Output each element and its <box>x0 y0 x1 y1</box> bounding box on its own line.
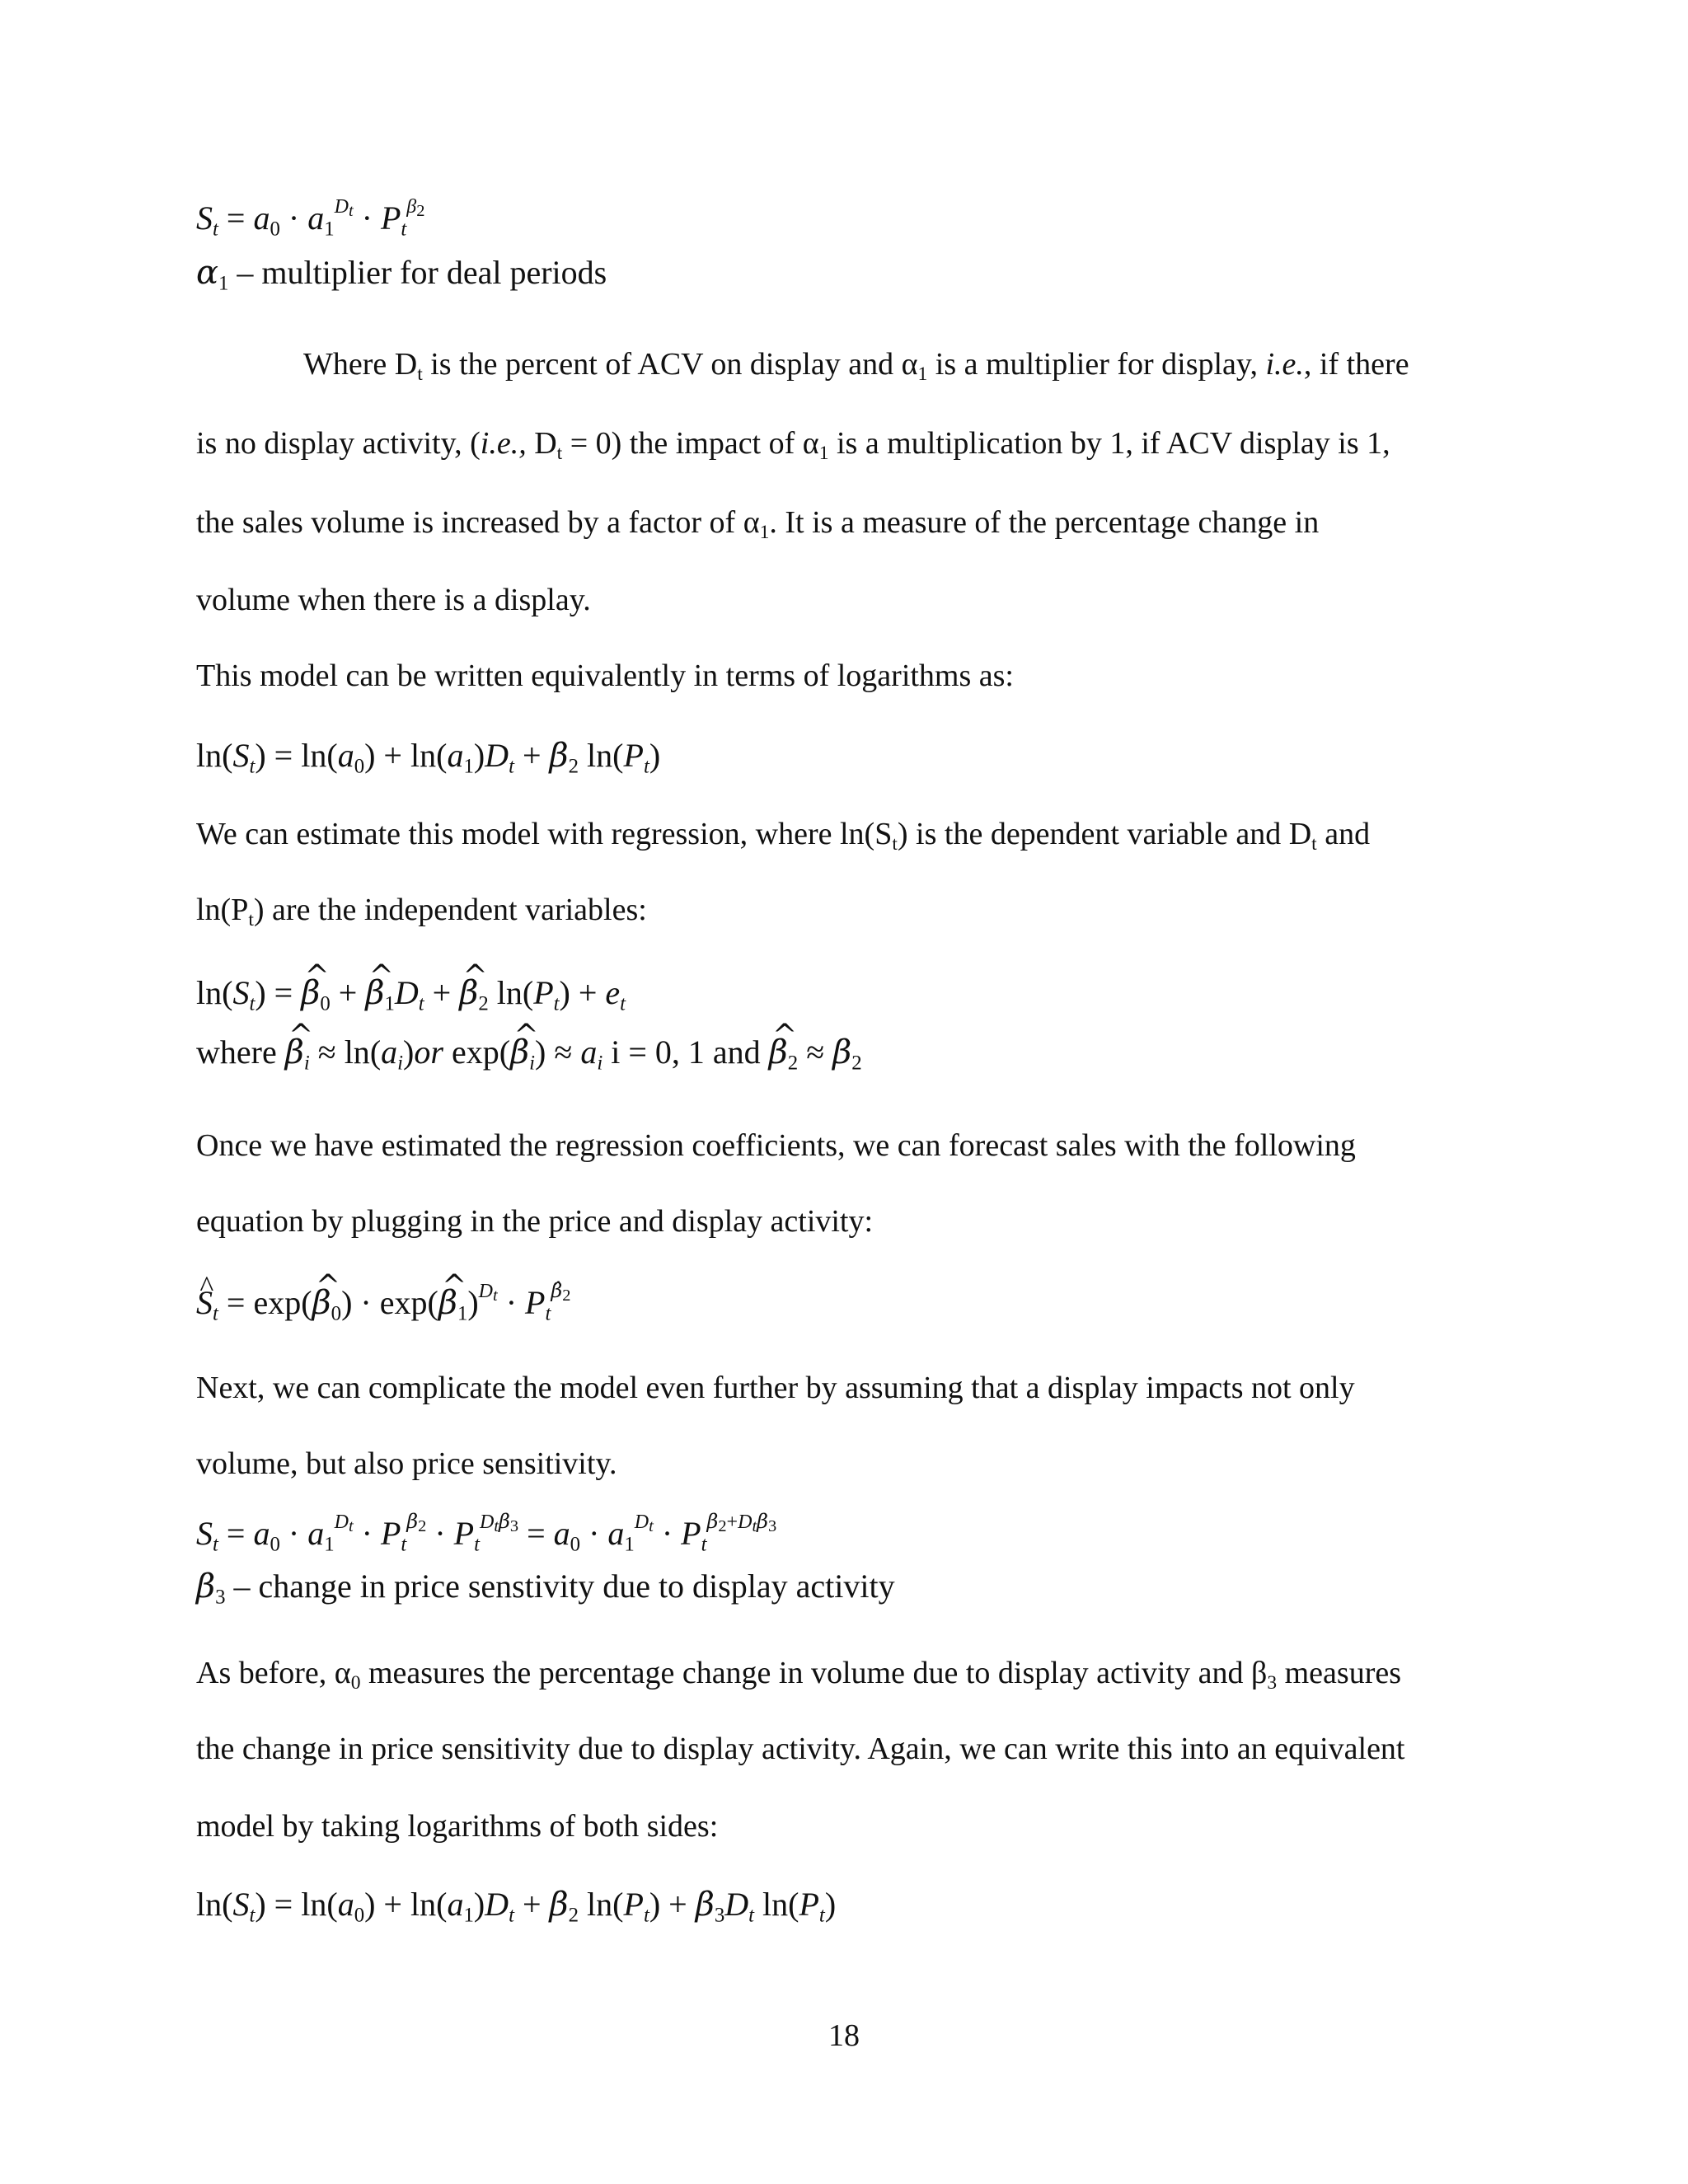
paragraph-line: volume, but also price sensitivity. <box>196 1446 617 1481</box>
equation-extended-model: $S_t = a_0 \cdot a_1^{D_t} \cdot P_t^{\beta_2} \cdot P_t^{D_t\beta_3} = a_0 \cdot a_1^{D_t} \cdot P_t^{\beta_2+D_t\beta_3}$ <box>196 1509 777 1556</box>
paragraph-line: We can estimate this model with regression, where $\ln(S_t)$ is the dependent variable and $D_t$ and <box>196 817 1371 855</box>
equation-alpha-definition: $\alpha_1$ – multiplier for deal periods <box>196 254 607 295</box>
equation-log-model: $\ln(S_t) = \ln(a_0) + \ln(a_1)D_t + \beta_2$ $\ln(P_t)$ <box>196 737 661 778</box>
equation-forecast: ^ $S_t$ = exp(^ $\beta_0$) · exp(^ $\beta_1)^{D_t} \cdot P_t^{\betâ_2}$ <box>196 1282 570 1324</box>
paragraph-line: Once we have estimated the regression coefficients, we can forecast sales with the following <box>196 1128 1356 1163</box>
equation-regression: $\ln(S_t)$ = ^ $\beta_0$ + ^ $\beta_1D_t$ + ^ $\beta_2$ $\ln(P_t) + e_t$ <box>196 972 626 1014</box>
paragraph-line: Next, we can complicate the model even further by assuming that a display impacts not only <box>196 1371 1355 1405</box>
paragraph-line: As before, $\alpha_0$ measures the percentage change in volume due to display activity and $\beta_3$ measures <box>196 1656 1401 1694</box>
paragraph-line: the change in price sensitivity due to display activity. Again, we can write this into an equivalent <box>196 1732 1405 1766</box>
paragraph-line: is no display activity, (i.e., $D_t = 0$) the impact of $\alpha_1$ is a multiplication by 1, if ACV display is 1, <box>196 426 1390 465</box>
paragraph-line: the sales volume is increased by a factor of $\alpha_1$. It is a measure of the percentage change in <box>196 505 1320 544</box>
page-number: 18 <box>828 2018 860 2053</box>
paragraph-line: model by taking logarithms of both sides: <box>196 1809 719 1844</box>
equation-sales-model: $S_t = a_0 \cdot a_1^{D_t} \cdot P_t^{\beta_2}$ <box>196 195 425 241</box>
paragraph-line: Where $D_t$ is the percent of ACV on display and $\alpha_1$ is a multiplier for display, i.e., if there <box>303 347 1409 386</box>
paragraph-line: volume when there is a display. <box>196 583 591 617</box>
equation-extended-log-model: $\ln(S_t) = \ln(a_0) + \ln(a_1)D_t + \beta_2$ $\ln(P_t) + \beta_3D_t$ $\ln(P_t)$ <box>196 1886 837 1927</box>
paragraph-line: $\ln(P_t)$ are the independent variables: <box>196 893 647 931</box>
equation-regression-where: where ^ $\beta_i \approx \ln(a_i)or$ exp(^ $\beta_i) \approx a_i$ i = 0, 1 and ^ $\beta_2 \approx \beta_2$ <box>196 1032 862 1073</box>
paragraph-line: equation by plugging in the price and display activity: <box>196 1204 874 1239</box>
equation-beta3-definition: $\beta_3$ – change in price senstivity due to display activity <box>196 1568 895 1609</box>
paragraph-line: This model can be written equivalently in terms of logarithms as: <box>196 658 1014 693</box>
